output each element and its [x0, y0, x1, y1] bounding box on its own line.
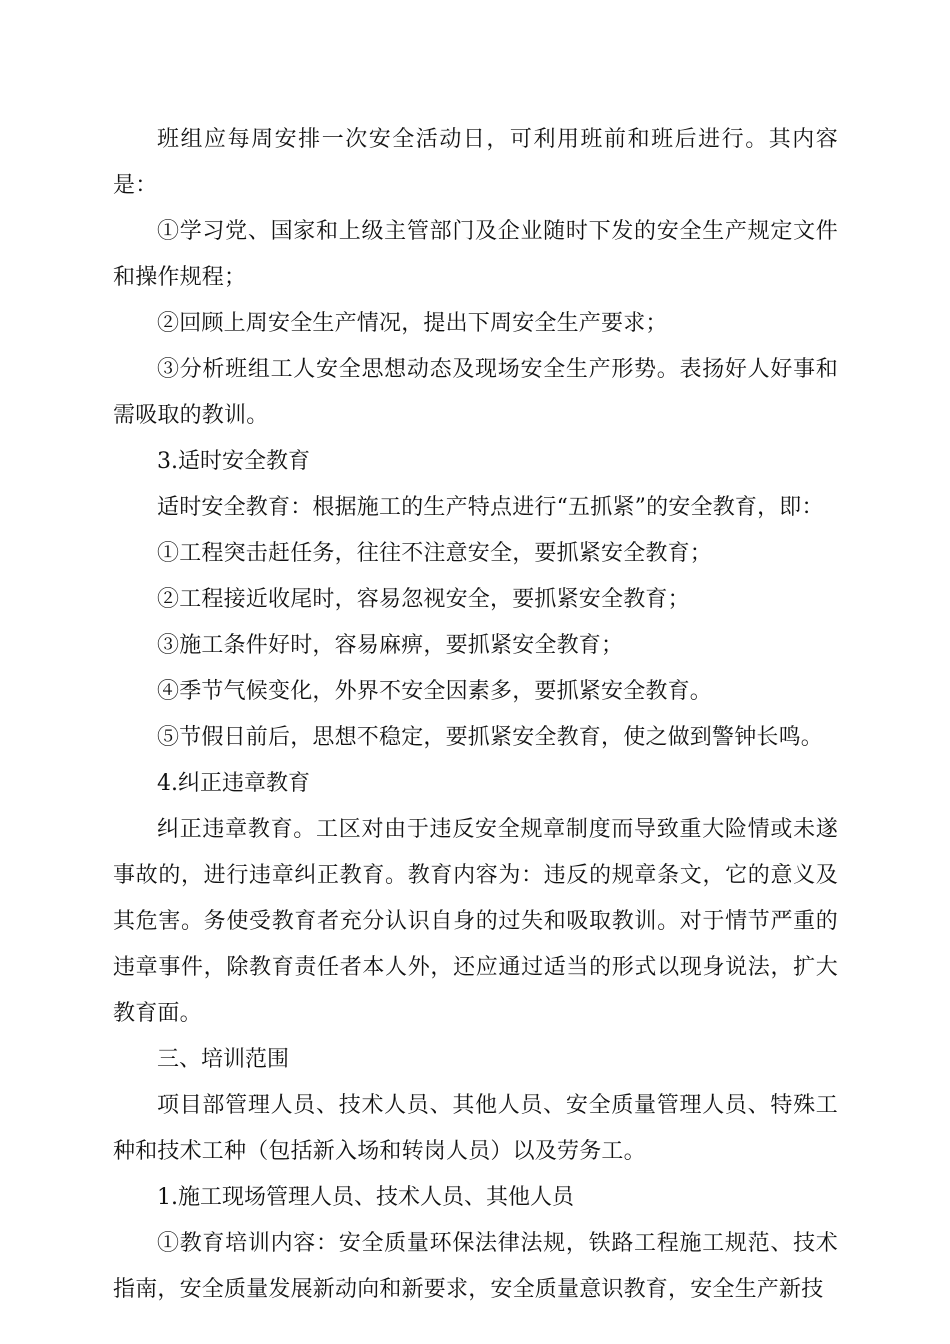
paragraph-five-2: ②工程接近收尾时，容易忽视安全，要抓紧安全教育；: [157, 587, 690, 612]
paragraph-training-scope: 项目部管理人员、技术人员、其他人员、安全质量管理人员、特殊工种和技术工种（包括新入场和转岗人员）以及劳务工。: [113, 1093, 838, 1164]
paragraph-item-review: ②回顾上周安全生产情况，提出下周安全生产要求；: [157, 311, 668, 336]
paragraph-five-4: ④季节气候变化，外界不安全因素多，要抓紧安全教育。: [157, 679, 713, 704]
paragraph-training-content: ①教育培训内容：安全质量环保法律法规，铁路工程施工规范、技术指南，安全质量发展新动向和新要求，安全质量意识教育，安全生产新技: [113, 1231, 838, 1302]
document-body: [113, 117, 838, 1313]
paragraph-five-1: ①工程突击赶任务，往往不注意安全，要抓紧安全教育；: [157, 541, 713, 566]
subsection-heading-site-staff: 1.施工现场管理人员、技术人员、其他人员: [157, 1185, 574, 1210]
paragraph-activity-day: 班组应每周安排一次安全活动日，可利用班前和班后进行。其内容是：: [113, 127, 838, 198]
paragraph-item-analyze: ③分析班组工人安全思想动态及现场安全生产形势。表扬好人好事和需吸取的教训。: [113, 357, 838, 428]
section-heading-correction-education: 4.纠正违章教育: [157, 771, 310, 796]
section-heading-training-scope: 三、培训范围: [157, 1047, 290, 1072]
paragraph-timely-education: 适时安全教育：根据施工的生产特点进行“五抓紧”的安全教育，即：: [157, 495, 824, 520]
section-heading-timely-education: 3.适时安全教育: [157, 449, 310, 474]
paragraph-five-5: ⑤节假日前后，思想不稳定，要抓紧安全教育，使之做到警钟长鸣。: [157, 725, 824, 750]
paragraph-item-study: ①学习党、国家和上级主管部门及企业随时下发的安全生产规定文件和操作规程；: [113, 219, 838, 290]
paragraph-correction-education: 纠正违章教育。工区对由于违反安全规章制度而导致重大险情或未遂事故的，进行违章纠正教育。教育内容为：违反的规章条文，它的意义及其危害。务使受教育者充分认识自身的过失和吸取教训。对于情节严重的违章事件，除教育责任者本人外，还应通过适当的形式以现身说法，扩大教育面。: [113, 817, 838, 1026]
paragraph-five-3: ③施工条件好时，容易麻痹，要抓紧安全教育；: [157, 633, 624, 658]
